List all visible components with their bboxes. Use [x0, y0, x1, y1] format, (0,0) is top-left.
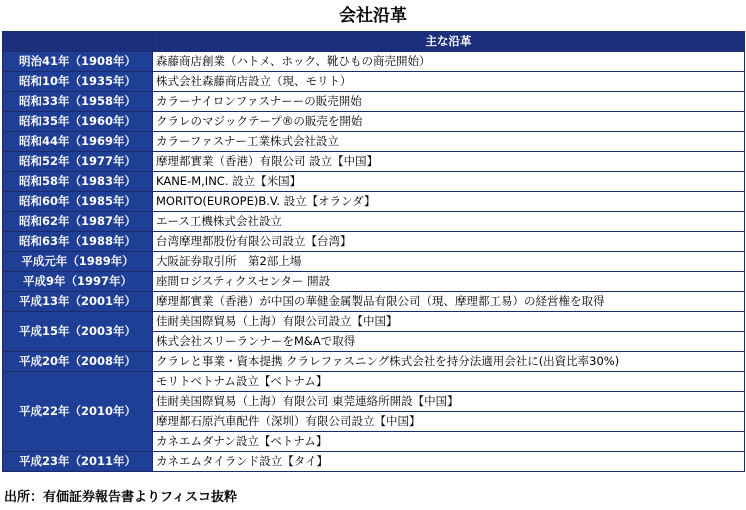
event-cell: クラレのマジックテープ®の販売を開始 [153, 112, 745, 132]
event-cell: クラレと事業・資本提携 クラレファスニング株式会社を持分法適用会社に(出資比率30%) [153, 352, 745, 372]
table-row [3, 152, 745, 172]
table-row [3, 272, 745, 292]
year-cell: 昭和63年（1988年） [3, 232, 153, 252]
event-cell: 大阪証券取引所 第2部上場 [153, 252, 745, 272]
year-cell: 平成20年（2008年） [3, 352, 153, 372]
event-cell: エース工機株式会社設立 [153, 212, 745, 232]
year-cell: 昭和62年（1987年） [3, 212, 153, 232]
table-row [3, 252, 745, 272]
year-cell: 平成15年（2003年） [3, 312, 153, 352]
year-cell: 明治41年（1908年） [3, 52, 153, 72]
history-table [2, 31, 745, 472]
year-cell: 昭和58年（1983年） [3, 172, 153, 192]
year-cell: 昭和35年（1960年） [3, 112, 153, 132]
table-row [3, 192, 745, 212]
table-row [3, 132, 745, 152]
table-row [3, 52, 745, 72]
year-column-header [3, 32, 153, 52]
event-cell: KANE-M,INC. 設立【米国】 [153, 172, 745, 192]
event-cell: MORITO(EUROPE)B.V. 設立【オランダ】 [153, 192, 745, 212]
table-row [3, 312, 745, 332]
table-row [3, 352, 745, 372]
year-cell: 平成22年（2010年） [3, 372, 153, 452]
event-cell: カラーナイロンファスナーーの販売開始 [153, 92, 745, 112]
year-cell: 平成23年（2011年） [3, 452, 153, 472]
event-cell: 株式会社森藤商店設立（現、モリト） [153, 72, 745, 92]
event-cell: 座間ロジスティクスセンター 開設 [153, 272, 745, 292]
year-cell: 平成13年（2001年） [3, 292, 153, 312]
table-row [3, 112, 745, 132]
event-cell: 佳耐美国際貿易（上海）有限公司 東莞連絡所開設【中国】 [153, 392, 745, 412]
year-cell: 昭和10年（1935年） [3, 72, 153, 92]
year-cell: 平成元年（1989年） [3, 252, 153, 272]
page-title: 会社沿革 [339, 6, 407, 26]
table-row [3, 292, 745, 312]
history-body [3, 52, 745, 472]
table-row [3, 92, 745, 112]
event-cell: カネエムダナン設立【ベトナム】 [153, 432, 745, 452]
source-note: 出所：有価証券報告書よりフィスコ抜粋 [4, 490, 237, 505]
table-row [3, 72, 745, 92]
event-cell: 佳耐美国際貿易（上海）有限公司設立【中国】 [153, 312, 745, 332]
event-cell: カネエムタイランド設立【タイ】 [153, 452, 745, 472]
year-cell: 昭和60年（1985年） [3, 192, 153, 212]
table-row [3, 172, 745, 192]
year-cell: 昭和52年（1977年） [3, 152, 153, 172]
year-cell: 昭和33年（1958年） [3, 92, 153, 112]
event-cell: 摩理都實業（香港）有限公司 設立【中国】 [153, 152, 745, 172]
events-column-header: 主な沿革 [153, 32, 745, 52]
event-cell: カラーファスナー工業株式会社設立 [153, 132, 745, 152]
event-cell: 台湾摩理都股份有限公司設立【台湾】 [153, 232, 745, 252]
year-cell: 昭和44年（1969年） [3, 132, 153, 152]
table-row [3, 372, 745, 392]
event-cell: 株式会社スリーランナーをM&Aで取得 [153, 332, 745, 352]
event-cell: 森藤商店創業（ハトメ、ホック、靴ひもの商売開始） [153, 52, 745, 72]
table-header-row [3, 32, 745, 52]
table-row [3, 212, 745, 232]
event-cell: 摩理都實業（香港）が中国の華健金属製品有限公司（現、摩理都工易）の経営権を取得 [153, 292, 745, 312]
table-row [3, 452, 745, 472]
table-row [3, 232, 745, 252]
year-cell: 平成9年（1997年） [3, 272, 153, 292]
event-cell: モリトベトナム設立【ベトナム】 [153, 372, 745, 392]
event-cell: 摩理都石原汽車配件（深圳）有限公司設立【中国】 [153, 412, 745, 432]
